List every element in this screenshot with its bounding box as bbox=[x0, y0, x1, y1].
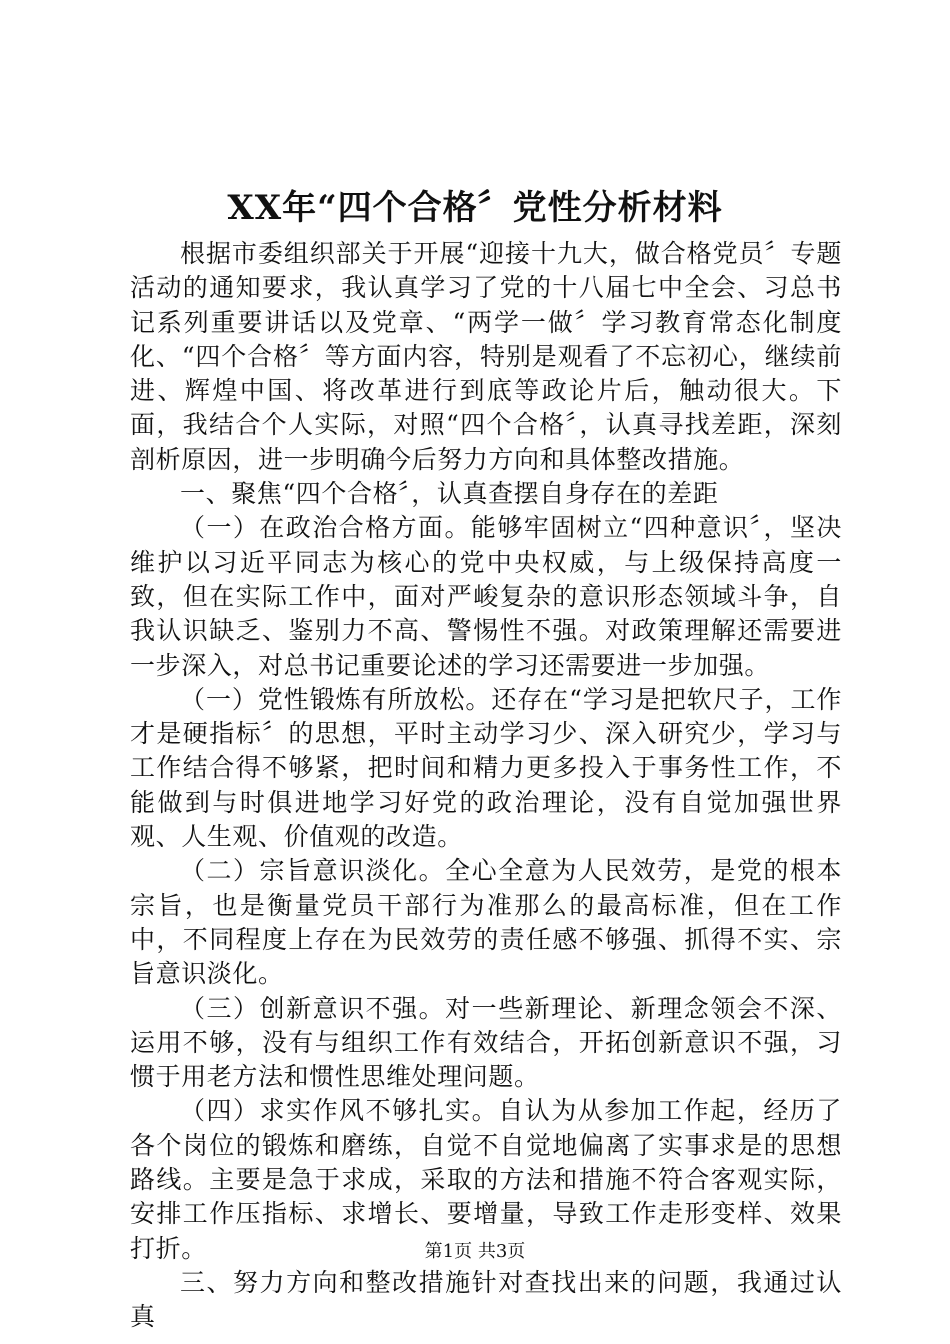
section-heading-1: 一、聚焦“四个合格〞，认真查摆自身存在的差距 bbox=[180, 479, 719, 509]
paragraph-work-style: （四）求实作风不够扎实。自认为从参加工作起，经历了各个岗位的锻炼和磨练，自觉不自觉地偏离了实事求是的思想路线。主要是急于求成，采取的方法和措施不符合客观实际，安排工作压指标、求增长、要增量，导致工作走形变样、效果打折。 bbox=[130, 1096, 842, 1263]
paragraph-party-spirit: （一）党性锻炼有所放松。还存在“学习是把软尺子，工作才是硬指标〞的思想，平时主动学习少、深入研究少，学习与工作结合得不够紧，把时间和精力更多投入于事务性工作，不能做到与时俱进地学习好党的政治理论，没有自觉加强世界观、人生观、价值观的改造。 bbox=[130, 684, 842, 852]
page-footer: 第1页 共3页 bbox=[424, 1241, 526, 1262]
paragraph-intro: 根据市委组织部关于开展“迎接十九大，做合格党员〞专题活动的通知要求，我认真学习了党的十八届七中全会、习总书记系列重要讲话以及党章、“两学一做〞学习教育常态化制度化、“四个合格〞等方面内容，特别是观看了不忘初心，继续前进、辉煌中国、将改革进行到底等政论片后，触动很大。下面，我结合个人实际，对照“四个合格〞，认真寻找差距，深刻剖析原因，进一步明确今后努力方向和具体整改措施。 bbox=[130, 239, 842, 474]
paragraph-purpose: （二）宗旨意识淡化。全心全意为人民效劳，是党的根本宗旨，也是衡量党员干部行为准那么的最高标准，但在工作中，不同程度上存在为民效劳的责任感不够强、抓得不实、宗旨意识淡化。 bbox=[130, 856, 842, 989]
paragraph-innovation: （三）创新意识不强。对一些新理论、新理念领会不深、运用不够，没有与组织工作有效结合，开拓创新意识不强，习惯于用老方法和惯性思维处理问题。 bbox=[130, 993, 842, 1092]
document-title: XX年“四个合格〞党性分析材料 bbox=[227, 188, 723, 228]
document-body bbox=[130, 237, 842, 1335]
paragraph-political: （一）在政治合格方面。能够牢固树立“四种意识〞，坚决维护以习近平同志为核心的党中央权威，与上级保持高度一致，但在实际工作中，面对严峻复杂的意识形态领域斗争，自我认识缺乏、鉴别力不高、警惕性不强。对政策理解还需要进一步深入，对总书记重要论述的学习还需要进一步加强。 bbox=[130, 513, 842, 680]
section-heading-3: 三、努力方向和整改措施针对查找出来的问题，我通过认真 bbox=[130, 1267, 842, 1332]
